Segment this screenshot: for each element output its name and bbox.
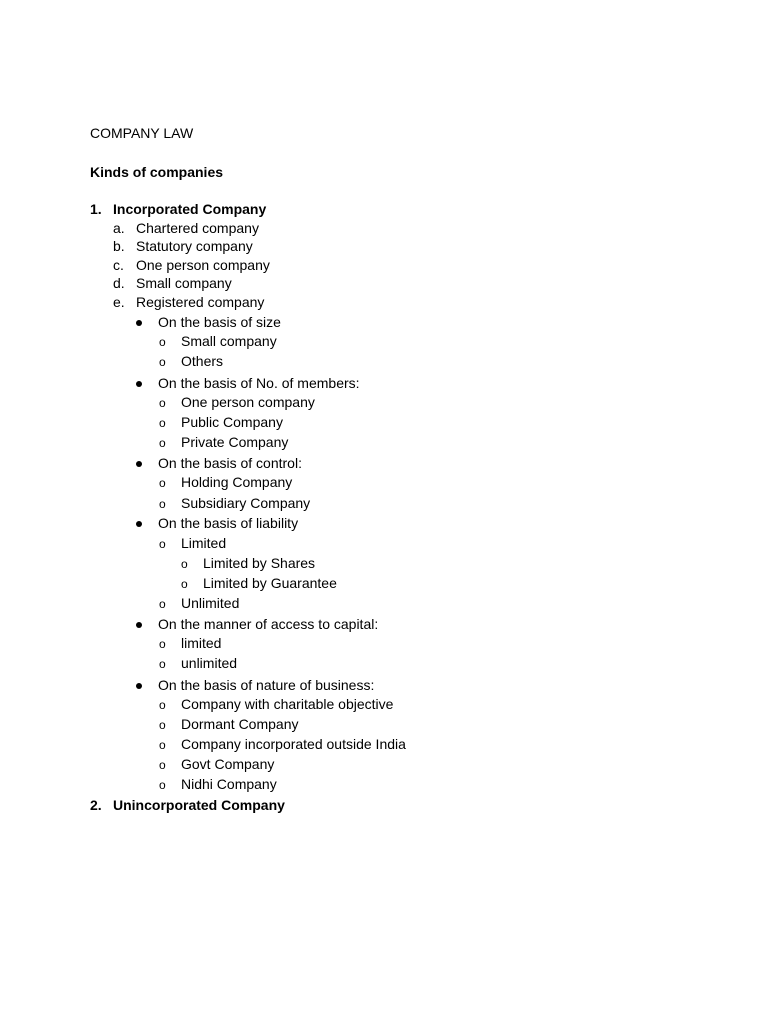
list-item: On the basis of No. of members: [158, 375, 360, 391]
bullet-disc-icon [136, 461, 142, 467]
list-letter: c. [113, 257, 124, 273]
list-number: 2. [90, 797, 102, 813]
bullet-disc-icon [136, 521, 142, 527]
bullet-circle-icon: o [159, 758, 166, 772]
list-item: On the basis of liability [158, 515, 299, 531]
list-item: Company with charitable objective [181, 696, 394, 712]
list-item: unlimited [181, 655, 238, 671]
bullet-circle-icon: o [159, 416, 166, 430]
list-item: Others [181, 353, 224, 369]
list-item: Unlimited [181, 595, 240, 611]
list-item: On the basis of size [158, 314, 281, 330]
list-item: Limited by Shares [203, 555, 316, 571]
list-item: Limited by Guarantee [203, 575, 337, 591]
list-item-incorporated: Incorporated Company [113, 201, 267, 217]
bullet-circle-icon: o [159, 436, 166, 450]
bullet-circle-icon: o [159, 718, 166, 732]
list-item: Holding Company [181, 474, 293, 490]
list-item: One person company [136, 257, 270, 273]
bullet-circle-icon: o [159, 778, 166, 792]
list-item: Small company [136, 275, 232, 291]
list-letter: d. [113, 275, 125, 291]
list-item: Chartered company [136, 220, 259, 236]
list-item: limited [181, 635, 222, 651]
list-item: Dormant Company [181, 716, 299, 732]
list-item: On the manner of access to capital: [158, 616, 379, 632]
list-item: Statutory company [136, 238, 253, 254]
document-subtitle: Kinds of companies [90, 164, 224, 180]
bullet-circle-icon: o [159, 738, 166, 752]
bullet-circle-icon: o [159, 355, 166, 369]
bullet-circle-icon: o [159, 597, 166, 611]
list-item: Private Company [181, 434, 289, 450]
list-item: Nidhi Company [181, 776, 277, 792]
bullet-disc-icon [136, 683, 142, 689]
bullet-circle-icon: o [159, 657, 166, 671]
bullet-circle-icon: o [159, 698, 166, 712]
list-item: On the basis of control: [158, 455, 302, 471]
list-item: Registered company [136, 294, 265, 310]
document-title: COMPANY LAW [90, 125, 194, 141]
list-item: One person company [181, 394, 315, 410]
list-item: Public Company [181, 414, 283, 430]
list-item: Govt Company [181, 756, 275, 772]
bullet-circle-icon: o [159, 497, 166, 511]
list-letter: e. [113, 294, 125, 310]
bullet-disc-icon [136, 622, 142, 628]
list-item: Company incorporated outside India [181, 736, 406, 752]
bullet-circle-icon: o [159, 537, 166, 551]
bullet-circle-icon: o [181, 577, 188, 591]
bullet-circle-icon: o [159, 476, 166, 490]
bullet-disc-icon [136, 320, 142, 326]
list-letter: a. [113, 220, 125, 236]
bullet-disc-icon [136, 381, 142, 387]
bullet-circle-icon: o [159, 396, 166, 410]
bullet-circle-icon: o [181, 557, 188, 571]
bullet-circle-icon: o [159, 637, 166, 651]
list-letter: b. [113, 238, 125, 254]
list-item: Small company [181, 333, 277, 349]
list-item-unincorporated: Unincorporated Company [113, 797, 285, 813]
list-item: Limited [181, 535, 227, 551]
list-number: 1. [90, 201, 102, 217]
list-item: On the basis of nature of business: [158, 677, 375, 693]
list-item: Subsidiary Company [181, 495, 311, 511]
bullet-circle-icon: o [159, 335, 166, 349]
